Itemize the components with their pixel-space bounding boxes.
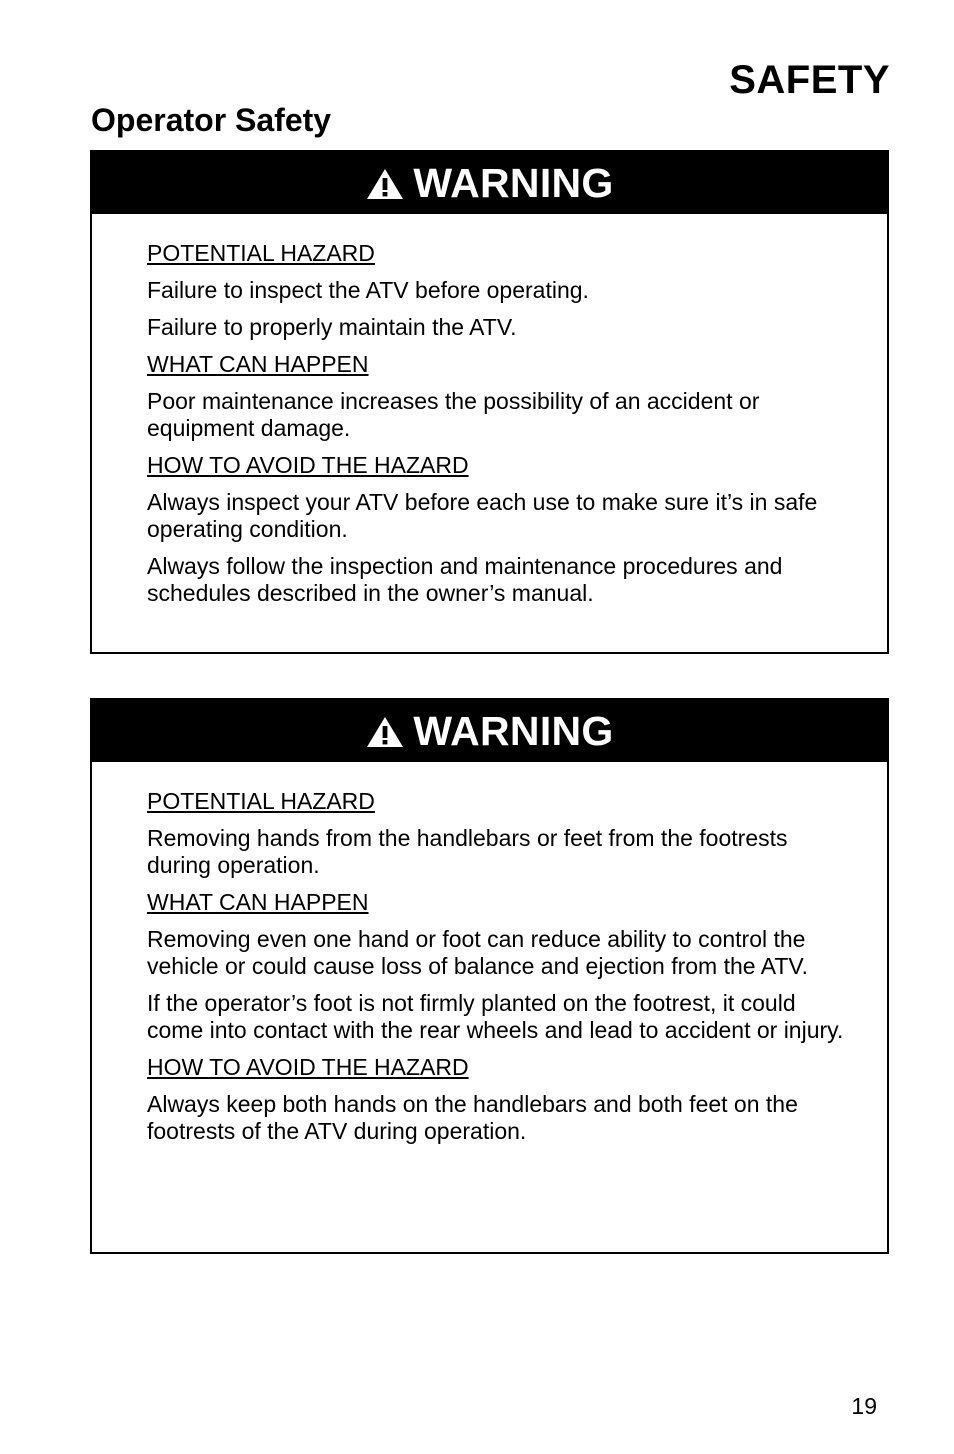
potential-hazard-text: Failure to inspect the ATV before operating. — [147, 277, 589, 303]
warning-body — [92, 214, 887, 607]
potential-hazard-heading: POTENTIAL HAZARD — [147, 240, 375, 266]
potential-hazard-text: Removing hands from the handlebars or feet from the footrests during operation. — [147, 825, 788, 878]
warning-box-hands-feet — [90, 698, 889, 1254]
warning-body — [92, 762, 887, 1145]
what-can-happen-heading: WHAT CAN HAPPEN — [147, 889, 369, 915]
potential-hazard-text: Failure to properly maintain the ATV. — [147, 314, 517, 340]
what-can-happen-text: Poor maintenance increases the possibility of an accident or equipment damage. — [147, 388, 760, 441]
warning-banner — [92, 700, 887, 762]
how-to-avoid-heading: HOW TO AVOID THE HAZARD — [147, 1054, 469, 1080]
how-to-avoid-text: Always inspect your ATV before each use to make sure it’s in safe operating condition. — [147, 489, 818, 542]
how-to-avoid-text: Always keep both hands on the handlebars and both feet on the footrests of the ATV during operation. — [147, 1091, 798, 1144]
section-title: SAFETY — [729, 58, 890, 102]
what-can-happen-text: Removing even one hand or foot can reduce ability to control the vehicle or could cause loss of balance and ejection from the ATV. — [147, 926, 809, 979]
how-to-avoid-heading: HOW TO AVOID THE HAZARD — [147, 452, 469, 478]
warning-box-inspection — [90, 150, 889, 654]
what-can-happen-heading: WHAT CAN HAPPEN — [147, 351, 369, 377]
subsection-title: Operator Safety — [91, 102, 332, 138]
what-can-happen-text: If the operator’s foot is not firmly planted on the footrest, it could come into contact with the rear wheels and lead to accident or injury. — [147, 990, 844, 1043]
warning-title: WARNING — [413, 160, 614, 206]
warning-title: WARNING — [413, 708, 614, 754]
page-number: 19 — [851, 1393, 877, 1419]
how-to-avoid-text: Always follow the inspection and maintenance procedures and schedules described in the owner’s manual. — [147, 553, 783, 606]
warning-triangle-icon — [365, 167, 405, 201]
warning-triangle-icon — [365, 715, 405, 749]
potential-hazard-heading: POTENTIAL HAZARD — [147, 788, 375, 814]
warning-banner — [92, 152, 887, 214]
